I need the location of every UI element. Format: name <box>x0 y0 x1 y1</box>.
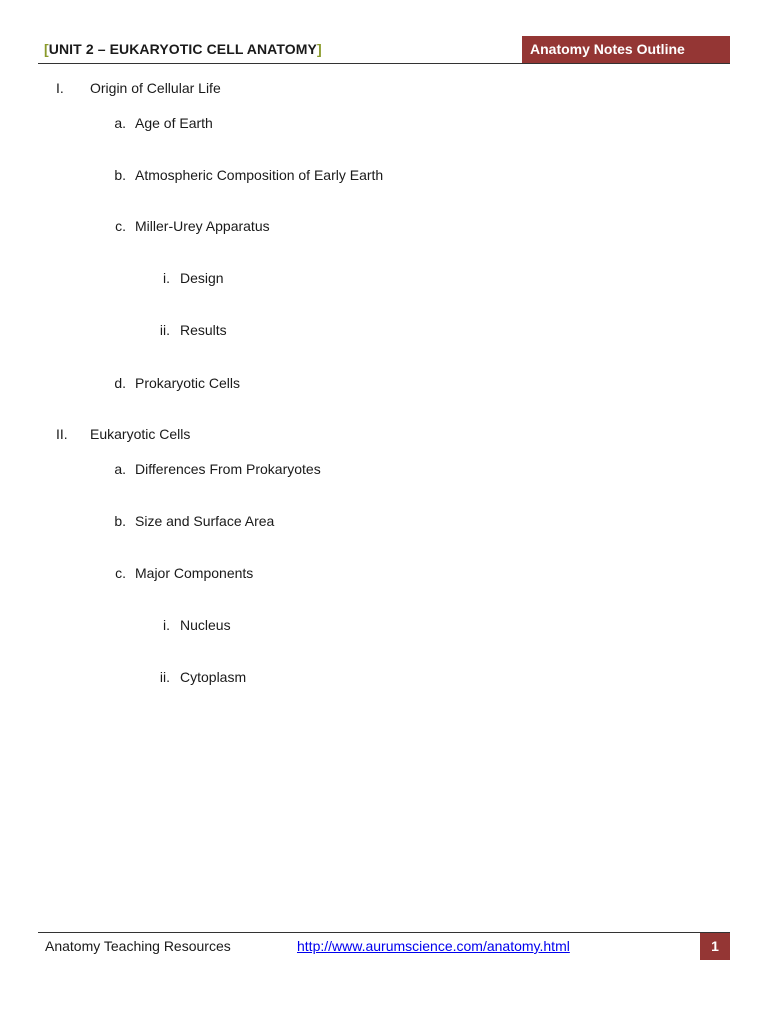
notes-outline-tag: Anatomy Notes Outline <box>522 36 730 63</box>
outline-number: a. <box>114 115 126 131</box>
outline-text: Major Components <box>135 565 254 581</box>
outline-number: ii. <box>159 322 170 338</box>
footer-source: Anatomy Teaching Resources <box>45 938 231 954</box>
outline-number: d. <box>114 375 126 391</box>
outline-text: Eukaryotic Cells <box>90 426 191 442</box>
outline-text: Nucleus <box>180 617 231 633</box>
outline-number: c. <box>115 565 126 581</box>
page-footer <box>38 932 730 960</box>
page-header <box>38 36 730 64</box>
unit-title-text: UNIT 2 – EUKARYOTIC CELL ANATOMY <box>48 41 317 57</box>
outline-number: i. <box>163 617 170 633</box>
footer-website-link[interactable]: http://www.aurumscience.com/anatomy.html <box>297 938 570 954</box>
outline-number: ii. <box>159 669 170 685</box>
bracket-close: ] <box>316 41 322 57</box>
outline-text: Size and Surface Area <box>135 513 275 529</box>
outline-number: b. <box>114 513 126 529</box>
unit-title <box>44 41 322 57</box>
outline-number: c. <box>115 218 126 234</box>
outline-text: Origin of Cellular Life <box>90 80 221 96</box>
bracket-open: [ <box>44 41 49 57</box>
outline-text: Age of Earth <box>135 115 213 131</box>
outline-number: II. <box>56 426 68 442</box>
outline-text: Cytoplasm <box>180 669 247 685</box>
outline-text: Prokaryotic Cells <box>135 375 241 391</box>
outline-number: I. <box>56 80 64 96</box>
page-number: 1 <box>700 933 730 960</box>
outline-number: a. <box>114 461 126 477</box>
outline-text: Miller-Urey Apparatus <box>135 218 270 234</box>
outline-text: Differences From Prokaryotes <box>135 461 321 477</box>
outline-number: b. <box>114 167 126 183</box>
outline-text: Design <box>180 270 224 286</box>
outline-number: i. <box>163 270 170 286</box>
outline-text: Results <box>180 322 227 338</box>
outline-text: Atmospheric Composition of Early Earth <box>135 167 384 183</box>
